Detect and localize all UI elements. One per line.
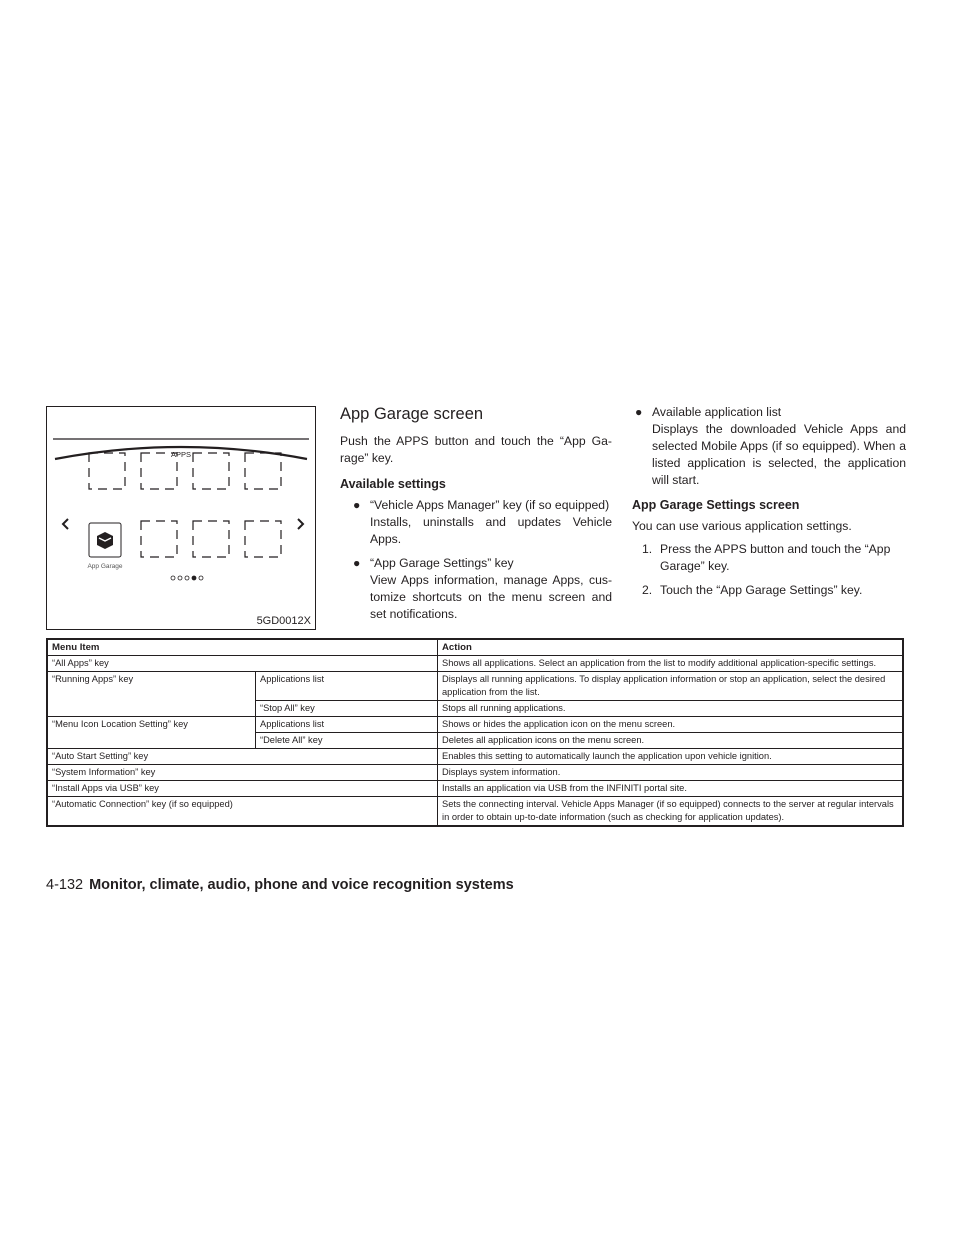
sub-item-cell: Applications list (256, 672, 438, 701)
step-number: 1. (642, 542, 653, 556)
previous-page-arrow-icon[interactable] (63, 519, 68, 529)
bullet-vehicle-apps-manager (340, 497, 612, 548)
next-page-arrow-icon[interactable] (298, 519, 303, 529)
page-footer (46, 877, 514, 893)
action-cell: Displays all running applications. To display application information or stop an application, select the desired application from the list. (438, 672, 904, 701)
page-dot (185, 576, 189, 580)
table-row (47, 781, 903, 797)
page-number: 4-132 (46, 877, 84, 893)
bullet-description: View Apps information, manage Apps, cus-tomize shortcuts on the menu screen and set notifications. (370, 573, 612, 621)
app-garage-tile[interactable] (87, 523, 122, 570)
bullet-icon: ● (635, 405, 643, 419)
screen-title-apps: APPS (170, 450, 192, 459)
apps-screen-illustration (47, 407, 315, 629)
menu-item-cell: “Running Apps” key (47, 672, 256, 717)
header-action: Action (438, 639, 904, 656)
action-cell: Shows or hides the application icon on the menu screen. (438, 717, 904, 733)
table-row (47, 672, 903, 701)
app-garage-settings-table (46, 638, 904, 827)
section-title: App Garage screen (340, 405, 484, 423)
header-menu-item: Menu Item (47, 639, 438, 656)
empty-app-slot[interactable] (245, 521, 281, 557)
available-settings-heading: Available settings (340, 477, 446, 491)
menu-item-cell: “Auto Start Setting” key (47, 749, 438, 765)
bullet-icon: ● (353, 556, 361, 570)
table-row (47, 797, 903, 827)
page-dot (178, 576, 182, 580)
menu-item-cell: “Menu Icon Location Setting” key (47, 717, 256, 749)
bullet-description: Installs, uninstalls and updates Vehicle Apps. (370, 515, 612, 546)
action-cell: Installs an application via USB from the INFINITI portal site. (438, 781, 904, 797)
bullet-title: “App Garage Settings” key (370, 556, 514, 570)
step-text: Touch the “App Garage Settings” key. (660, 583, 863, 597)
table-row (47, 765, 903, 781)
page-dot (199, 576, 203, 580)
step-2 (632, 582, 906, 599)
table-row (47, 717, 903, 733)
menu-item-cell: “All Apps” key (47, 656, 438, 672)
app-garage-label: App Garage (87, 563, 123, 570)
right-text-column (632, 404, 906, 606)
sub-item-cell: “Delete All” key (256, 733, 438, 749)
page-indicator-dots (171, 576, 203, 580)
menu-item-cell: “System Information” key (47, 765, 438, 781)
step-number: 2. (642, 583, 653, 597)
bullet-title: “Vehicle Apps Manager” key (if so equipped) (370, 498, 610, 512)
bullet-description: Displays the downloaded Vehicle Apps and selected Mobile Apps (if so equipped). When a listed application is selected, the application will start. (652, 422, 906, 487)
empty-app-slot[interactable] (141, 521, 177, 557)
left-text-column (340, 404, 612, 630)
action-cell: Sets the connecting interval. Vehicle Apps Manager (if so equipped) connects to the server at regular intervals in order to obtain up-to-date information (such as checking for application updates). (438, 797, 904, 827)
section-intro: Push the APPS button and touch the “App Ga-rage” key. (340, 434, 612, 465)
bullet-icon: ● (353, 498, 361, 512)
page-dot (171, 576, 175, 580)
empty-app-slot[interactable] (89, 453, 125, 489)
action-cell: Deletes all application icons on the menu screen. (438, 733, 904, 749)
table-header-row (47, 639, 903, 656)
app-garage-screen-figure (46, 406, 316, 630)
settings-screen-intro: You can use various application settings. (632, 519, 852, 533)
bullet-available-application-list (632, 404, 906, 489)
empty-app-slot[interactable] (193, 453, 229, 489)
menu-item-cell: “Automatic Connection” key (if so equipped) (47, 797, 438, 827)
action-cell: Displays system information. (438, 765, 904, 781)
table-row (47, 656, 903, 672)
empty-app-slot[interactable] (245, 453, 281, 489)
menu-item-cell: “Install Apps via USB” key (47, 781, 438, 797)
empty-app-slot[interactable] (193, 521, 229, 557)
action-cell: Stops all running applications. (438, 701, 904, 717)
sub-item-cell: “Stop All” key (256, 701, 438, 717)
figure-id: 5GD0012X (256, 615, 311, 627)
action-cell: Shows all applications. Select an application from the list to modify additional application-specific settings. (438, 656, 904, 672)
bullet-app-garage-settings (340, 555, 612, 623)
chapter-title: Monitor, climate, audio, phone and voice recognition systems (89, 877, 514, 893)
table-row (47, 749, 903, 765)
step-1 (632, 541, 906, 575)
bullet-title: Available application list (652, 405, 782, 419)
action-cell: Enables this setting to automatically launch the application upon vehicle ignition. (438, 749, 904, 765)
page-dot-active (192, 576, 196, 580)
step-text: Press the APPS button and touch the “App Garage” key. (660, 542, 891, 573)
settings-screen-heading: App Garage Settings screen (632, 498, 800, 512)
sub-item-cell: Applications list (256, 717, 438, 733)
